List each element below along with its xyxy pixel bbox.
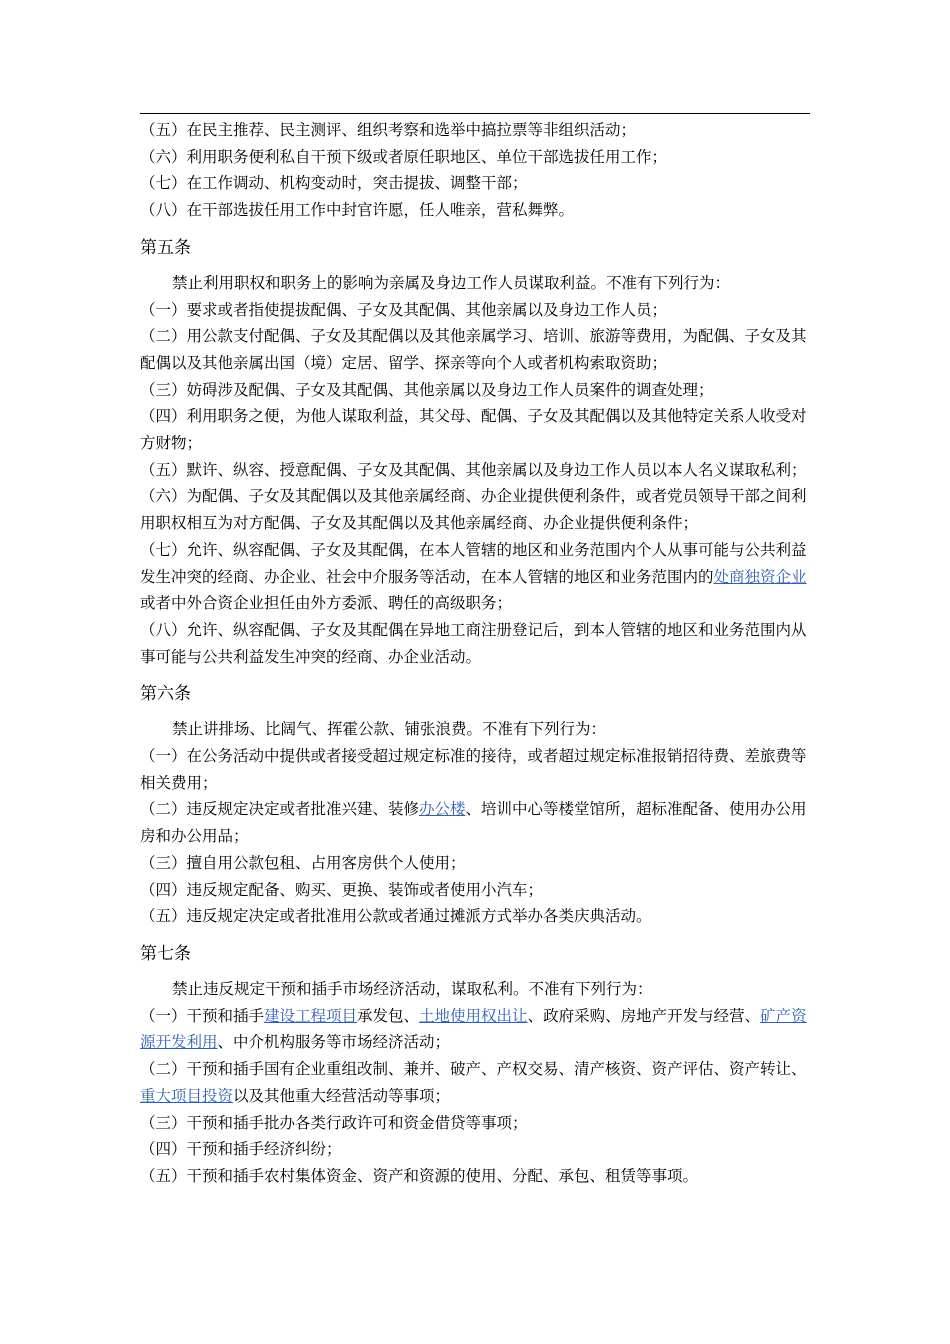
list-item	[140, 796, 820, 849]
item-text: 、中介机构服务等市场经济活动；	[217, 1033, 451, 1052]
link-construction-project[interactable]: 建设工程项目	[264, 1006, 358, 1025]
link-foreign-enterprise[interactable]: 处商独资企业	[713, 567, 807, 586]
list-item: （五）在民主推荐、民主测评、组织考察和选举中搞拉票等非组织活动；	[140, 121, 637, 139]
link-major-investment[interactable]: 重大项目投资	[140, 1086, 234, 1105]
article-intro: 禁止利用职权和职务上的影响为亲属及身边工作人员谋取利益。不准有下列行为：	[172, 273, 731, 292]
article-intro: 禁止讲排场、比阔气、挥霍公款、铺张浪费。不准有下列行为：	[172, 720, 607, 739]
article-heading: 第六条	[140, 684, 191, 705]
item-text: 、培训中心等楼堂馆所，超标准配备、使用办公用房和办公用品；	[140, 800, 807, 846]
item-text: 承发包、	[357, 1006, 420, 1025]
link-office-building[interactable]: 办公楼	[419, 800, 466, 819]
item-text: 以及其他重大经营活动等事项；	[233, 1086, 451, 1105]
list-item	[140, 1056, 820, 1109]
link-mineral-resources[interactable]: 矿产资源开发利用	[140, 1006, 807, 1052]
list-item: （六）利用职务便利私自干预下级或者原任职地区、单位干部选拔任用工作；	[140, 147, 668, 166]
list-item: （七）在工作调动、机构变动时，突击提拔、调整干部；	[140, 174, 528, 193]
list-item: （三）妨碍涉及配偶、子女及其配偶、其他亲属以及身边工作人员案件的调查处理；	[140, 380, 714, 399]
list-item: （八）在干部选拔任用工作中封官许愿，任人唯亲，营私舞弊。	[140, 201, 575, 220]
list-item: （三）擅自用公款包租、占用客房供个人使用；	[140, 853, 466, 872]
article-heading: 第七条	[140, 943, 191, 964]
list-item: （四）利用职务之便，为他人谋取利益，其父母、配偶、子女及其配偶以及其他特定关系人收受对方财物；	[140, 407, 807, 453]
item-text: （二）干预和插手国有企业重组改制、兼并、破产、产权交易、清产核资、资产评估、资产转让、	[140, 1060, 807, 1079]
list-item: （四）违反规定配备、购买、更换、装饰或者使用小汽车；	[140, 880, 544, 899]
list-item: （二）用公款支付配偶、子女及其配偶以及其他亲属学习、培训、旅游等费用，为配偶、子女及其配偶以及其他亲属出国（境）定居、留学、探亲等向个人或者机构索取资助；	[140, 327, 807, 372]
list-item: （一）在公务活动中提供或者接受超过规定标准的接待，或者超过规定标准报销招待费、差旅费等相关费用；	[140, 747, 807, 792]
list-item: （五）违反规定决定或者批准用公款或者通过摊派方式举办各类庆典活动。	[140, 907, 652, 926]
article-heading: 第五条	[140, 237, 191, 258]
list-item: （一）要求或者指使提拔配偶、子女及其配偶、其他亲属以及身边工作人员；	[140, 300, 668, 319]
list-item: （六）为配偶、子女及其配偶以及其他亲属经商、办企业提供便利条件，或者党员领导干部之间利用职权相互为对方配偶、子女及其配偶以及其他亲属经商、办企业提供便利条件；	[140, 487, 807, 533]
item-text: 或者中外合资企业担任由外方委派、聘任的高级职务；	[140, 594, 513, 613]
list-item: （五）默许、纵容、授意配偶、子女及其配偶、其他亲属以及身边工作人员以本人名义谋取私利；	[140, 460, 807, 479]
list-item	[140, 1003, 820, 1056]
item-text: （一）干预和插手	[140, 1006, 265, 1025]
item-text: （七）允许、纵容配偶、子女及其配偶，在本人管辖的地区和业务范围内个人从事可能与公共利益发生冲突的经商、办企业、社会中介服务等活动，在本人管辖的地区和业务范围内的	[140, 540, 807, 586]
link-land-use-rights[interactable]: 土地使用权出让	[419, 1006, 528, 1025]
article-intro: 禁止违反规定干预和插手市场经济活动，谋取私利。不准有下列行为：	[172, 979, 653, 998]
header-rule	[140, 113, 810, 114]
list-item: （三）干预和插手批办各类行政许可和资金借贷等事项；	[140, 1113, 528, 1132]
list-item	[140, 537, 820, 617]
list-item: （五）干预和插手农村集体资金、资产和资源的使用、分配、承包、租赁等事项。	[140, 1166, 699, 1185]
document-body	[140, 117, 820, 1190]
item-text: （二）违反规定决定或者批准兴建、装修	[140, 800, 420, 819]
item-text: 、政府采购、房地产开发与经营、	[527, 1006, 761, 1025]
list-item: （四）干预和插手经济纠纷；	[140, 1140, 342, 1159]
list-item: （八）允许、纵容配偶、子女及其配偶在异地工商注册登记后，到本人管辖的地区和业务范围内从事可能与公共利益发生冲突的经商、办企业活动。	[140, 620, 807, 666]
